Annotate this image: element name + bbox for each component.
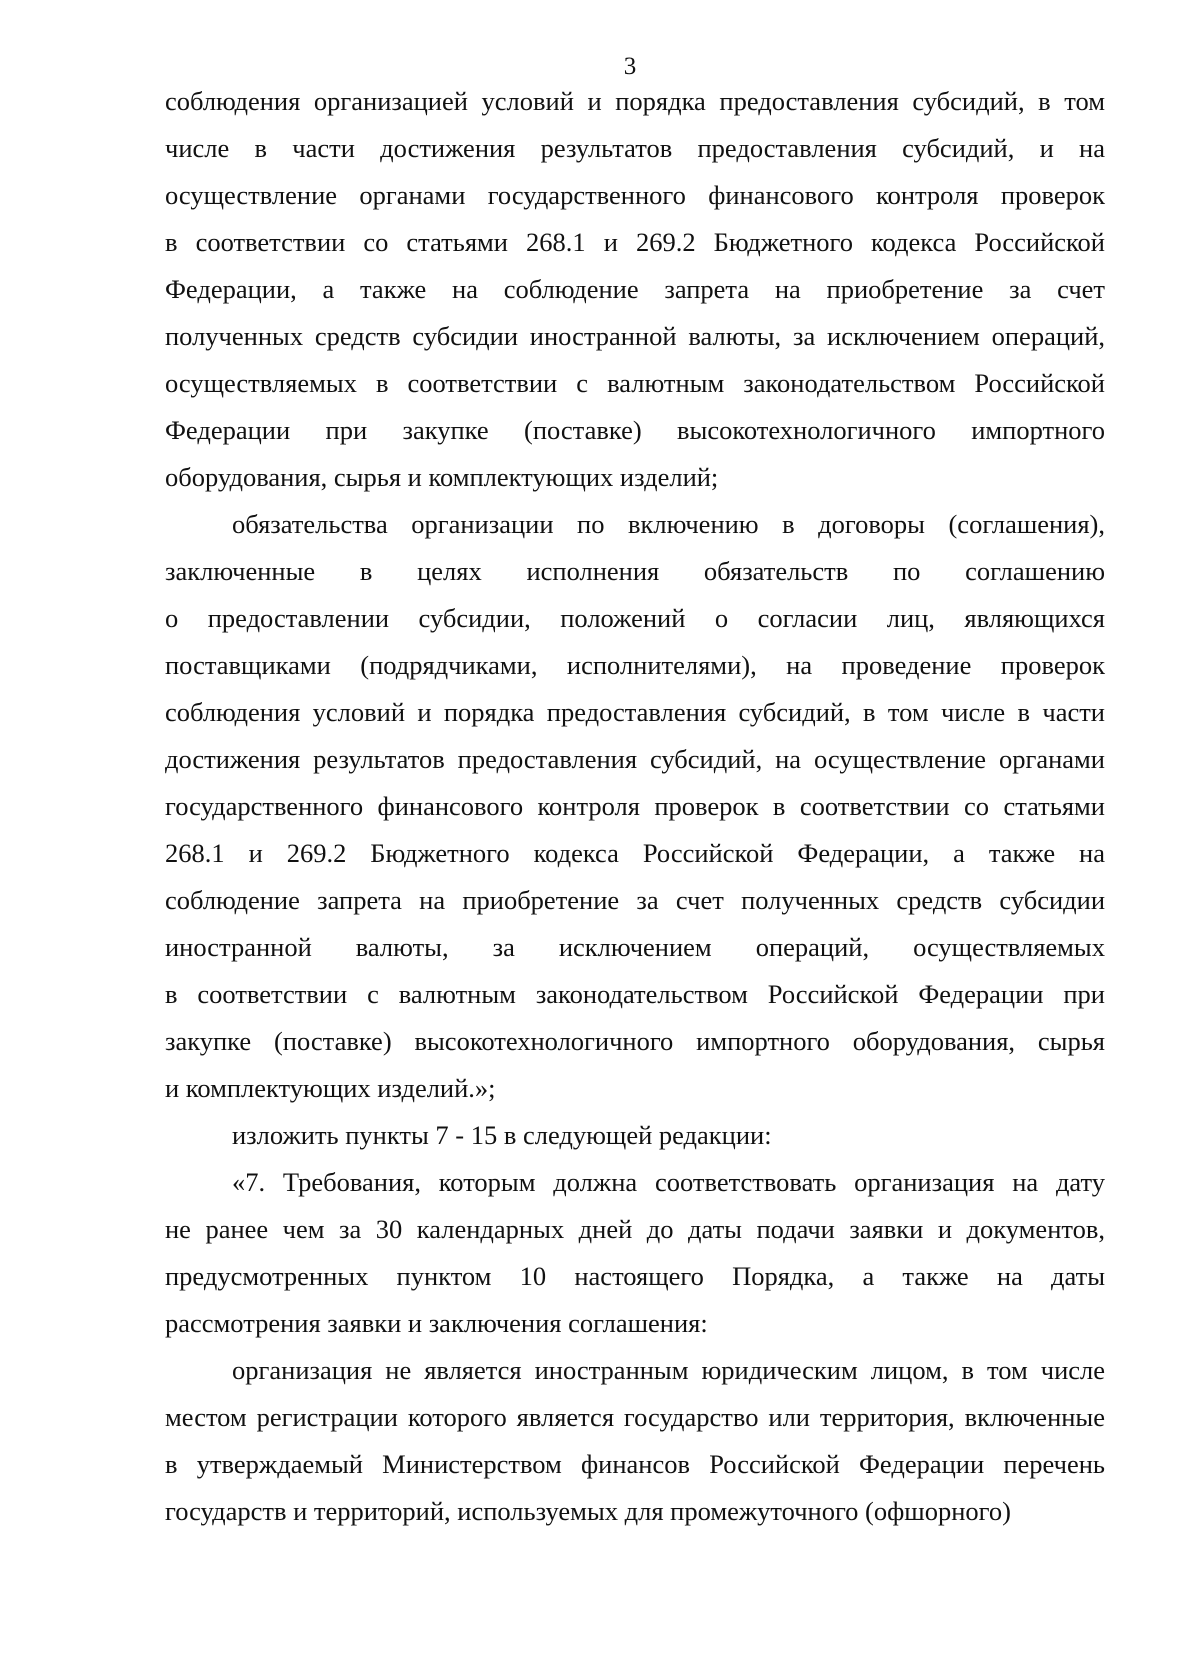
text-line: о предоставлении субсидии, положений о согласии лиц, являющихся — [165, 603, 1105, 633]
text-line: организация не является иностранным юридическим лицом, в том числе — [232, 1355, 1105, 1385]
paragraph — [165, 78, 1105, 501]
text-line: соблюдения организацией условий и порядка предоставления субсидий, в том — [165, 86, 1105, 116]
paragraph — [165, 1159, 1105, 1347]
text-line: «7. Требования, которым должна соответствовать организация на дату — [232, 1167, 1105, 1197]
text-line: государственного финансового контроля проверок в соответствии со статьями — [165, 791, 1105, 821]
text-line: оборудования, сырья и комплектующих изделий; — [165, 462, 719, 492]
paragraph — [165, 501, 1105, 1112]
text-line: достижения результатов предоставления субсидий, на осуществление органами — [165, 744, 1105, 774]
text-line: иностранной валюты, за исключением операций, осуществляемых — [165, 932, 1105, 962]
text-line: заключенные в целях исполнения обязательств по соглашению — [165, 556, 1105, 586]
text-line: соблюдение запрета на приобретение за счет полученных средств субсидии — [165, 885, 1105, 915]
text-line: числе в части достижения результатов предоставления субсидий, и на — [165, 133, 1105, 163]
text-line: государств и территорий, используемых для промежуточного (офшорного) — [165, 1496, 1011, 1526]
text-line: обязательства организации по включению в договоры (соглашения), — [232, 509, 1105, 539]
text-line: поставщиками (подрядчиками, исполнителями), на проведение проверок — [165, 650, 1105, 680]
document-body — [165, 78, 1105, 1535]
text-line: и комплектующих изделий.»; — [165, 1073, 496, 1103]
text-line: в соответствии со статьями 268.1 и 269.2 Бюджетного кодекса Российской — [165, 227, 1105, 257]
text-line: закупке (поставке) высокотехнологичного импортного оборудования, сырья — [165, 1026, 1105, 1056]
page-number: 3 — [623, 53, 637, 80]
text-line: предусмотренных пунктом 10 настоящего Порядка, а также на даты — [165, 1261, 1105, 1291]
paragraph — [165, 1347, 1105, 1535]
paragraph — [165, 1112, 1105, 1159]
text-line: не ранее чем за 30 календарных дней до даты подачи заявки и документов, — [165, 1214, 1105, 1244]
text-line: Федерации при закупке (поставке) высокотехнологичного импортного — [165, 415, 1105, 445]
text-line: осуществление органами государственного финансового контроля проверок — [165, 180, 1105, 210]
text-line: в утверждаемый Министерством финансов Российской Федерации перечень — [165, 1449, 1105, 1479]
text-line: 268.1 и 269.2 Бюджетного кодекса Российской Федерации, а также на — [165, 838, 1105, 868]
text-line: соблюдения условий и порядка предоставления субсидий, в том числе в части — [165, 697, 1105, 727]
text-line: рассмотрения заявки и заключения соглашения: — [165, 1308, 708, 1338]
text-line: осуществляемых в соответствии с валютным законодательством Российской — [165, 368, 1105, 398]
text-line: Федерации, а также на соблюдение запрета на приобретение за счет — [165, 274, 1105, 304]
text-line: полученных средств субсидии иностранной валюты, за исключением операций, — [165, 321, 1105, 351]
text-line: местом регистрации которого является государство или территория, включенные — [165, 1402, 1105, 1432]
text-line: в соответствии с валютным законодательством Российской Федерации при — [165, 979, 1105, 1009]
text-line: изложить пункты 7 - 15 в следующей редакции: — [232, 1120, 772, 1150]
